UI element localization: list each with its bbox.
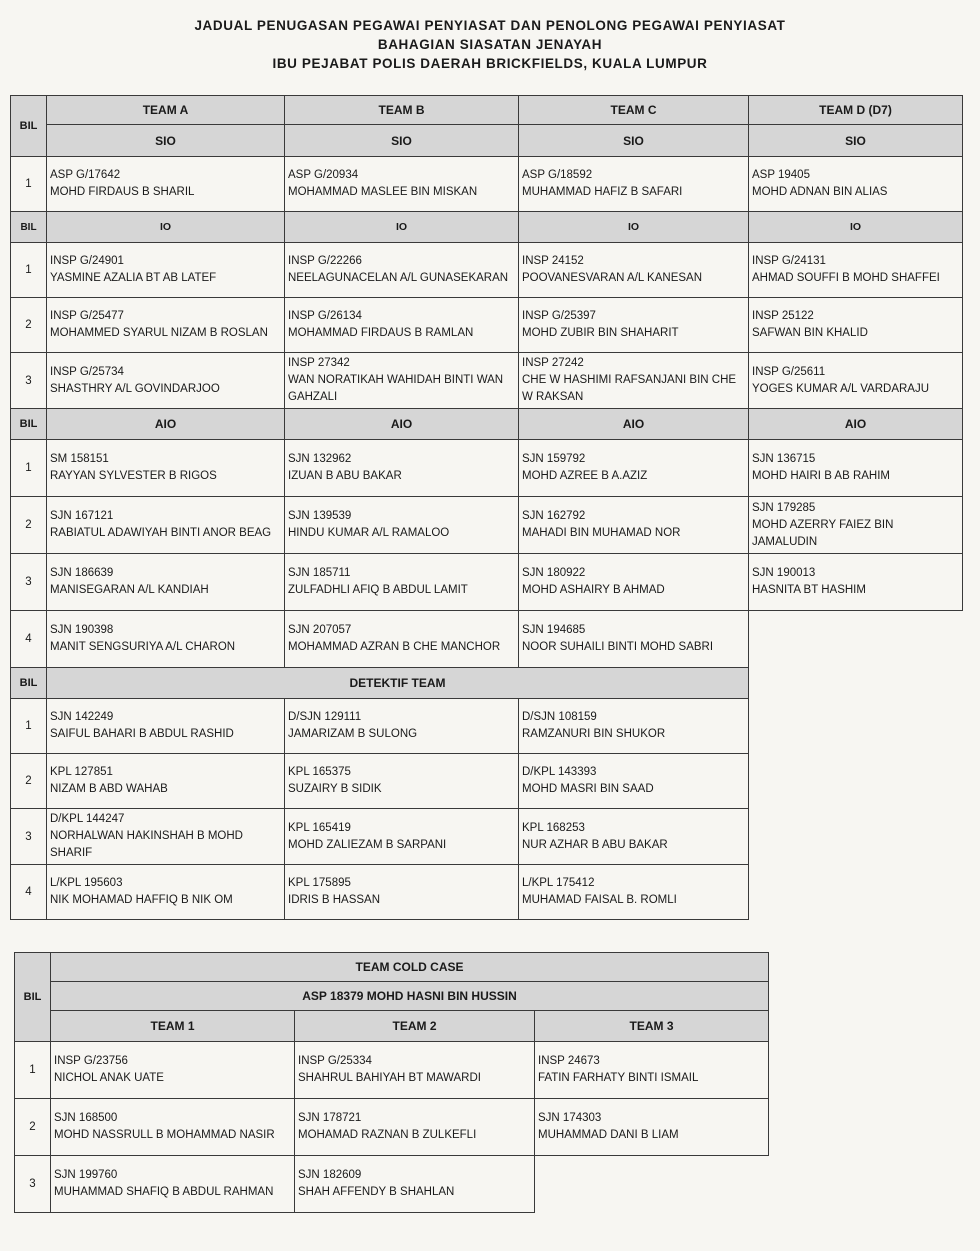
officer-name: IZUAN B ABU BAKAR	[288, 470, 402, 482]
officer-cell	[51, 1099, 295, 1156]
officer-cell	[749, 554, 963, 611]
row-number: 4	[11, 611, 47, 668]
cold-case-table	[14, 952, 769, 1213]
officer-name: AHMAD SOUFFI B MOHD SHAFFEI	[752, 272, 940, 284]
officer-name: MANIT SENGSURIYA A/L CHARON	[50, 641, 236, 653]
officer-name: MOHD AZERRY FAIEZ BIN JAMALUDIN	[752, 518, 894, 548]
officer-rank-id: D/SJN 108159	[522, 711, 597, 723]
officer-cell	[285, 554, 519, 611]
officer-cell	[295, 1156, 535, 1213]
officer-rank-id: INSP G/23756	[54, 1055, 128, 1067]
io-row	[11, 298, 963, 353]
aio-row	[11, 497, 963, 554]
row-number: 2	[11, 754, 47, 809]
officer-cell	[47, 497, 285, 554]
officer-name: ZULFADHLI AFIQ B ABDUL LAMIT	[288, 584, 468, 596]
cold-team-header: TEAM 1	[51, 1011, 295, 1042]
officer-rank-id: INSP G/24131	[752, 255, 826, 267]
bil-header: BIL	[11, 96, 47, 157]
officer-rank-id: SJN 190013	[752, 567, 816, 579]
officer-rank-id: L/KPL 175412	[522, 877, 595, 889]
officer-rank-id: KPL 165375	[288, 766, 351, 778]
bil-header: BIL	[11, 668, 47, 699]
io-header: IO	[47, 212, 285, 243]
detektif-row	[11, 699, 963, 754]
officer-name: RABIATUL ADAWIYAH BINTI ANOR BEAG	[50, 527, 272, 539]
officer-name: MUHAMAD FAISAL B. ROMLI	[522, 894, 677, 906]
title-line-2: BAHAGIAN SIASATAN JENAYAH	[377, 37, 603, 52]
detektif-row	[11, 865, 963, 920]
officer-name: MOHAMAD RAZNAN B ZULKEFLI	[298, 1129, 477, 1141]
officer-rank-id: SJN 180922	[522, 567, 586, 579]
officer-name: MOHD AZREE B A.AZIZ	[522, 470, 648, 482]
officer-rank-id: ASP G/18592	[522, 169, 593, 181]
row-number: 2	[15, 1099, 51, 1156]
officer-cell	[47, 157, 285, 212]
officer-name: MOHD HAIRI B AB RAHIM	[752, 470, 891, 482]
io-header: IO	[749, 212, 963, 243]
officer-cell	[47, 754, 285, 809]
cold-title-row	[15, 953, 769, 982]
officer-rank-id: SJN 142249	[50, 711, 114, 723]
sio-header-row	[11, 125, 963, 157]
officer-name: MOHD ADNAN BIN ALIAS	[752, 186, 888, 198]
io-header: IO	[285, 212, 519, 243]
officer-name: MOHD NASSRULL B MOHAMMAD NASIR	[54, 1129, 275, 1141]
officer-name: SHAH AFFENDY B SHAHLAN	[298, 1186, 455, 1198]
officer-rank-id: SJN 162792	[522, 510, 586, 522]
officer-cell	[519, 865, 749, 920]
officer-cell	[285, 440, 519, 497]
detektif-header-row	[11, 668, 963, 699]
officer-rank-id: SJN 132962	[288, 453, 352, 465]
empty-cell	[749, 668, 963, 699]
officer-name: MOHAMMAD AZRAN B CHE MANCHOR	[288, 641, 501, 653]
officer-cell	[535, 1042, 769, 1099]
officer-name: POOVANESVARAN A/L KANESAN	[522, 272, 703, 284]
officer-name: HASNITA BT HASHIM	[752, 584, 866, 596]
officer-cell	[519, 611, 749, 668]
row-number: 1	[11, 440, 47, 497]
io-header-row	[11, 212, 963, 243]
aio-header: AIO	[47, 409, 285, 440]
officer-rank-id: SJN 194685	[522, 624, 586, 636]
officer-rank-id: ASP 19405	[752, 169, 810, 181]
officer-cell	[285, 809, 519, 865]
aio-row	[11, 611, 963, 668]
officer-cell	[47, 611, 285, 668]
empty-cell	[749, 754, 963, 809]
officer-name: MUHAMMAD HAFIZ B SAFARI	[522, 186, 683, 198]
officer-rank-id: INSP G/25477	[50, 310, 124, 322]
officer-cell	[285, 865, 519, 920]
officer-name: MANISEGARAN A/L KANDIAH	[50, 584, 209, 596]
officer-cell	[519, 353, 749, 409]
officer-cell	[749, 497, 963, 554]
officer-name: WAN NORATIKAH WAHIDAH BINTI WAN GAHZALI	[288, 374, 504, 403]
officer-name: SAIFUL BAHARI B ABDUL RASHID	[50, 728, 234, 740]
officer-name: NOOR SUHAILI BINTI MOHD SABRI	[522, 641, 714, 653]
empty-cell	[749, 809, 963, 865]
officer-cell	[749, 298, 963, 353]
aio-row	[11, 440, 963, 497]
officer-cell	[749, 440, 963, 497]
sio-header: SIO	[519, 125, 749, 157]
officer-cell	[285, 353, 519, 409]
row-number: 2	[11, 497, 47, 554]
officer-cell	[749, 353, 963, 409]
officer-cell	[519, 243, 749, 298]
cold-case-title: TEAM COLD CASE	[51, 953, 769, 982]
officer-rank-id: INSP 24673	[538, 1055, 600, 1067]
empty-cell	[749, 699, 963, 754]
officer-rank-id: D/KPL 143393	[522, 766, 597, 778]
officer-name: JAMARIZAM B SULONG	[288, 728, 418, 740]
officer-name: FATIN FARHATY BINTI ISMAIL	[538, 1072, 699, 1084]
row-number: 3	[11, 554, 47, 611]
team-header: TEAM A	[47, 96, 285, 125]
officer-name: MOHD MASRI BIN SAAD	[522, 783, 654, 795]
officer-name: NIK MOHAMAD HAFFIQ B NIK OM	[50, 894, 233, 906]
officer-name: MOHD ZUBIR BIN SHAHARIT	[522, 327, 679, 339]
officer-name: SAFWAN BIN KHALID	[752, 327, 868, 339]
officer-cell	[519, 754, 749, 809]
bil-header: BIL	[11, 409, 47, 440]
officer-name: SHASTHRY A/L GOVINDARJOO	[50, 382, 220, 395]
aio-row	[11, 554, 963, 611]
cold-leader-row	[15, 982, 769, 1011]
document-title	[0, 16, 980, 73]
officer-cell	[47, 440, 285, 497]
officer-cell	[535, 1099, 769, 1156]
officer-rank-id: SJN 179285	[752, 501, 816, 514]
officer-cell	[285, 157, 519, 212]
officer-name: YOGES KUMAR A/L VARDARAJU	[752, 382, 930, 395]
officer-cell	[285, 497, 519, 554]
officer-cell	[47, 699, 285, 754]
officer-rank-id: ASP G/20934	[288, 169, 359, 181]
officer-rank-id: SJN 199760	[54, 1169, 118, 1181]
officer-cell	[285, 754, 519, 809]
cold-team-header-row	[15, 1011, 769, 1042]
officer-cell	[519, 809, 749, 865]
officer-rank-id: D/KPL 144247	[50, 813, 125, 825]
officer-name: IDRIS B HASSAN	[288, 894, 381, 906]
io-row	[11, 353, 963, 409]
officer-rank-id: SJN 136715	[752, 453, 816, 465]
team-header: TEAM C	[519, 96, 749, 125]
officer-cell	[47, 865, 285, 920]
officer-cell	[519, 699, 749, 754]
officer-rank-id: SJN 186639	[50, 567, 114, 579]
officer-rank-id: INSP 24152	[522, 255, 584, 267]
officer-cell	[749, 157, 963, 212]
officer-rank-id: SJN 190398	[50, 624, 114, 636]
officer-rank-id: SJN 159792	[522, 453, 586, 465]
officer-rank-id: INSP G/25397	[522, 310, 596, 322]
officer-name: NUR AZHAR B ABU BAKAR	[522, 838, 668, 851]
officer-cell	[295, 1099, 535, 1156]
officer-name: NORHALWAN HAKINSHAH B MOHD SHARIF	[50, 830, 243, 859]
officer-rank-id: L/KPL 195603	[50, 877, 123, 889]
officer-rank-id: SJN 182609	[298, 1169, 362, 1181]
bil-header: BIL	[11, 212, 47, 243]
officer-name: MOHD FIRDAUS B SHARIL	[50, 186, 195, 198]
officer-rank-id: INSP 25122	[752, 310, 814, 322]
team-header: TEAM B	[285, 96, 519, 125]
officer-cell	[47, 298, 285, 353]
cold-team-header: TEAM 3	[535, 1011, 769, 1042]
officer-cell	[519, 157, 749, 212]
officer-name: MUHAMMAD SHAFIQ B ABDUL RAHMAN	[54, 1186, 274, 1198]
officer-cell	[285, 611, 519, 668]
detektif-row	[11, 754, 963, 809]
officer-cell	[519, 298, 749, 353]
aio-header-row	[11, 409, 963, 440]
officer-name: SUZAIRY B SIDIK	[288, 783, 382, 795]
team-header-row	[11, 96, 963, 125]
officer-cell	[285, 699, 519, 754]
officer-rank-id: KPL 175895	[288, 877, 351, 889]
detektif-row	[11, 809, 963, 865]
sio-header: SIO	[47, 125, 285, 157]
officer-rank-id: INSP G/22266	[288, 255, 362, 267]
officer-name: MUHAMMAD DANI B LIAM	[538, 1129, 679, 1141]
sio-header: SIO	[749, 125, 963, 157]
officer-cell	[51, 1042, 295, 1099]
officer-rank-id: ASP G/17642	[50, 169, 121, 181]
officer-rank-id: KPL 168253	[522, 821, 585, 834]
officer-rank-id: INSP G/25734	[50, 365, 124, 378]
row-number: 1	[11, 243, 47, 298]
officer-name: MAHADI BIN MUHAMAD NOR	[522, 527, 681, 539]
empty-cell	[535, 1156, 769, 1213]
aio-header: AIO	[519, 409, 749, 440]
empty-cell	[749, 611, 963, 668]
row-number: 2	[11, 298, 47, 353]
officer-cell	[47, 243, 285, 298]
officer-rank-id: SJN 207057	[288, 624, 352, 636]
officer-name: MOHD ASHAIRY B AHMAD	[522, 584, 665, 596]
officer-name: MOHAMMAD MASLEE BIN MISKAN	[288, 186, 478, 198]
officer-cell	[519, 497, 749, 554]
officer-rank-id: INSP G/26134	[288, 310, 362, 322]
officer-rank-id: INSP 27242	[522, 357, 584, 369]
officer-rank-id: SJN 168500	[54, 1112, 118, 1124]
officer-cell	[51, 1156, 295, 1213]
officer-name: HINDU KUMAR A/L RAMALOO	[288, 527, 450, 539]
row-number: 1	[15, 1042, 51, 1099]
cold-row	[15, 1156, 769, 1213]
officer-rank-id: INSP G/25334	[298, 1055, 372, 1067]
detektif-header: DETEKTIF TEAM	[47, 668, 749, 699]
officer-cell	[285, 243, 519, 298]
row-number: 1	[11, 157, 47, 212]
officer-rank-id: KPL 165419	[288, 821, 351, 834]
bil-header: BIL	[15, 953, 51, 1042]
officer-rank-id: SJN 139539	[288, 510, 352, 522]
officer-name: NIZAM B ABD WAHAB	[50, 783, 168, 795]
aio-header: AIO	[285, 409, 519, 440]
officer-rank-id: INSP 27342	[288, 357, 350, 369]
officer-name: RAMZANURI BIN SHUKOR	[522, 728, 666, 740]
officer-cell	[295, 1042, 535, 1099]
officer-rank-id: D/SJN 129111	[288, 711, 362, 723]
row-number: 3	[11, 353, 47, 409]
officer-name: MOHAMMAD FIRDAUS B RAMLAN	[288, 327, 474, 339]
officer-cell	[749, 243, 963, 298]
empty-cell	[749, 865, 963, 920]
officer-name: CHE W HASHIMI RAFSANJANI BIN CHE W RAKSAN	[522, 374, 737, 403]
officer-name: NEELAGUNACELAN A/L GUNASEKARAN	[288, 272, 509, 284]
officer-name: SHAHRUL BAHIYAH BT MAWARDI	[298, 1072, 481, 1084]
io-row	[11, 243, 963, 298]
cold-case-leader: ASP 18379 MOHD HASNI BIN HUSSIN	[51, 982, 769, 1011]
sio-row	[11, 157, 963, 212]
row-number: 3	[15, 1156, 51, 1213]
officer-rank-id: SJN 174303	[538, 1112, 602, 1124]
row-number: 3	[11, 809, 47, 865]
row-number: 1	[11, 699, 47, 754]
officer-rank-id: INSP G/25611	[752, 365, 826, 378]
cold-team-header: TEAM 2	[295, 1011, 535, 1042]
sio-header: SIO	[285, 125, 519, 157]
officer-name: RAYYAN SYLVESTER B RIGOS	[50, 470, 217, 482]
officer-cell	[47, 809, 285, 865]
cold-row	[15, 1099, 769, 1156]
officer-rank-id: SJN 167121	[50, 510, 114, 522]
io-header: IO	[519, 212, 749, 243]
officer-rank-id: SJN 185711	[288, 567, 351, 579]
row-number: 4	[11, 865, 47, 920]
officer-cell	[47, 554, 285, 611]
title-line-1: JADUAL PENUGASAN PEGAWAI PENYIASAT DAN PENOLONG PEGAWAI PENYIASAT	[194, 18, 786, 33]
officer-rank-id: KPL 127851	[50, 766, 113, 778]
title-line-3: IBU PEJABAT POLIS DAERAH BRICKFIELDS, KUALA LUMPUR	[272, 56, 708, 71]
officer-cell	[47, 353, 285, 409]
officer-cell	[519, 440, 749, 497]
assignment-table	[10, 95, 963, 920]
officer-name: MOHAMMED SYARUL NIZAM B ROSLAN	[50, 327, 268, 339]
aio-header: AIO	[749, 409, 963, 440]
cold-row	[15, 1042, 769, 1099]
officer-rank-id: INSP G/24901	[50, 255, 124, 267]
officer-rank-id: SM 158151	[50, 453, 109, 465]
officer-cell	[519, 554, 749, 611]
officer-name: YASMINE AZALIA BT AB LATEF	[50, 272, 217, 284]
officer-name: NICHOL ANAK UATE	[54, 1072, 164, 1084]
officer-cell	[285, 298, 519, 353]
team-header: TEAM D (D7)	[749, 96, 963, 125]
officer-rank-id: SJN 178721	[298, 1112, 362, 1124]
officer-name: MOHD ZALIEZAM B SARPANI	[288, 838, 447, 851]
